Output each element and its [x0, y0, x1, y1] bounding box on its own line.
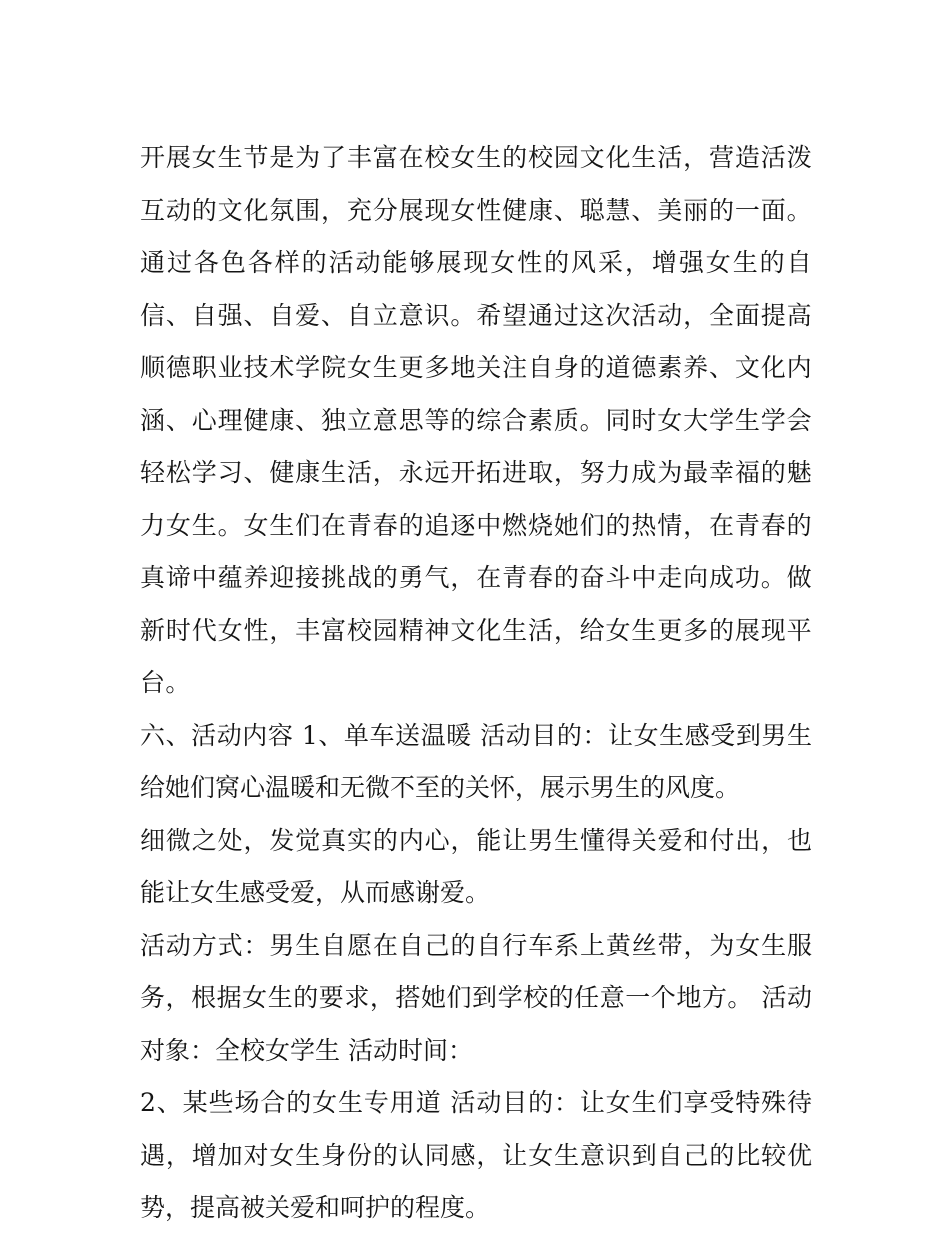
document-body — [140, 132, 812, 1235]
paragraph-activity-content: 六、活动内容 1、单车送温暖 活动目的：让女生感受到男生给她们窝心温暖和无微不至的关怀，展示男生的风度。 — [140, 720, 812, 802]
paragraph-activity-method: 活动方式：男生自愿在自己的自行车系上黄丝带，为女生服务，根据女生的要求，搭她们到学校的任意一个地方。 活动对象：全校女学生 活动时间： — [140, 930, 812, 1065]
paragraph-details: 细微之处，发觉真实的内心，能让男生懂得关爱和付出，也能让女生感受爱，从而感谢爱。 — [140, 825, 812, 907]
paragraph-female-lane: 2、某些场合的女生专用道 活动目的：让女生们享受特殊待遇，增加对女生身份的认同感，让女生意识到自己的比较优势，提高被关爱和呵护的程度。 — [140, 1088, 812, 1222]
paragraph-intro: 开展女生节是为了丰富在校女生的校园文化生活，营造活泼互动的文化氛围，充分展现女性健康、聪慧、美丽的一面。通过各色各样的活动能够展现女性的风采，增强女生的自信、自强、自爱、自立意识。希望通过这次活动，全面提高顺德职业技术学院女生更多地关注自身的道德素养、文化内涵、心理健康、独立意思等的综合素质。同时女大学生学会轻松学习、健康生活，永远开拓进取，努力成为最幸福的魅力女生。女生们在青春的追逐中燃烧她们的热情，在青春的真谛中蕴养迎接挑战的勇气，在青春的奋斗中走向成功。做新时代女性，丰富校园精神文化生活，给女生更多的展现平台。 — [140, 143, 812, 697]
